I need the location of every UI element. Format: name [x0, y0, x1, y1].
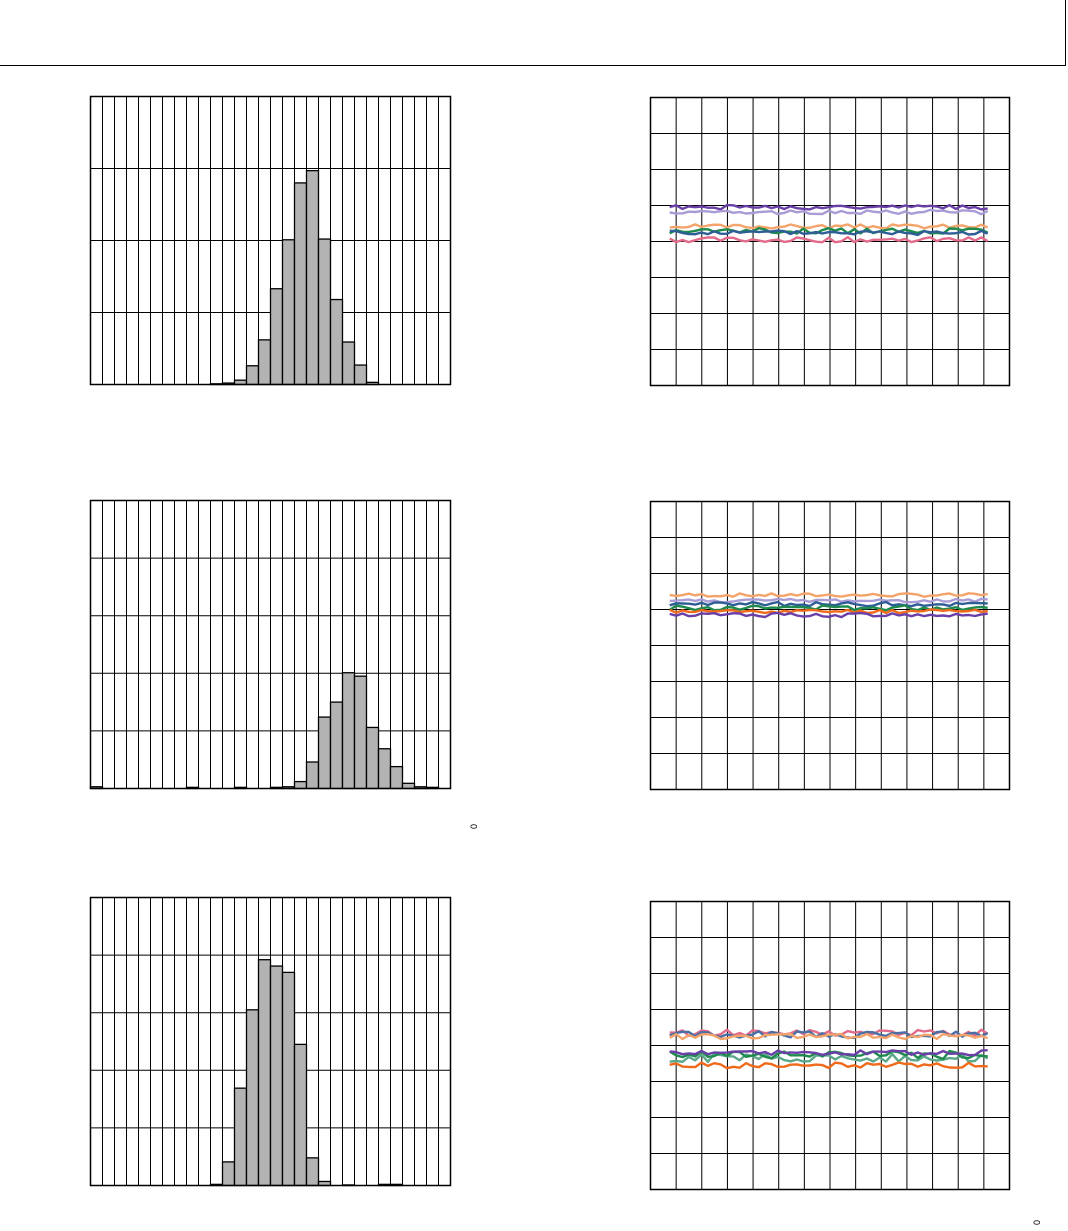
line-chart-2	[650, 501, 1010, 790]
histogram-bar	[307, 1158, 319, 1186]
histogram-bar	[355, 365, 367, 384]
histogram-bar	[355, 676, 367, 788]
histogram-bar	[343, 342, 355, 384]
data-series-line	[670, 210, 988, 214]
histogram-bar	[331, 300, 343, 385]
tick-mark-label: 0	[469, 823, 479, 829]
histogram-bar	[283, 972, 295, 1185]
tick-mark-label: 0	[1032, 1219, 1042, 1225]
histogram-bar	[295, 1044, 307, 1185]
histogram-bar	[259, 960, 271, 1186]
histogram-chart-3	[90, 897, 451, 1186]
line-chart-1	[650, 97, 1010, 386]
histogram-bar	[367, 727, 379, 788]
histogram-bar	[223, 1162, 235, 1186]
histogram-bar	[307, 762, 319, 788]
data-series-line	[670, 1063, 988, 1069]
grid	[651, 502, 1010, 790]
data-series-line	[670, 613, 988, 617]
histogram-bar	[391, 767, 403, 789]
data-series-line	[670, 593, 988, 597]
histogram-bar	[307, 171, 319, 385]
histogram-bar	[271, 289, 283, 385]
histogram-bar	[235, 1088, 247, 1185]
histogram-bar	[403, 783, 415, 788]
histogram-chart-2	[90, 500, 451, 789]
histogram-bar	[319, 239, 331, 384]
histogram-chart-1	[90, 96, 451, 385]
histogram-bar	[295, 183, 307, 385]
histogram-bar	[319, 717, 331, 788]
grid	[651, 98, 1010, 386]
histogram-bar	[379, 749, 391, 789]
grid	[91, 501, 451, 789]
grid	[651, 902, 1010, 1190]
histogram-bar	[259, 340, 271, 385]
header-box	[0, 0, 1066, 66]
histogram-bar	[343, 673, 355, 789]
line-chart-3	[650, 901, 1010, 1190]
histogram-bar	[295, 782, 307, 789]
histogram-bar	[331, 702, 343, 788]
histogram-bar	[247, 366, 259, 385]
histogram-bar	[283, 240, 295, 385]
histogram-bar	[247, 1010, 259, 1186]
histogram-bar	[271, 966, 283, 1185]
